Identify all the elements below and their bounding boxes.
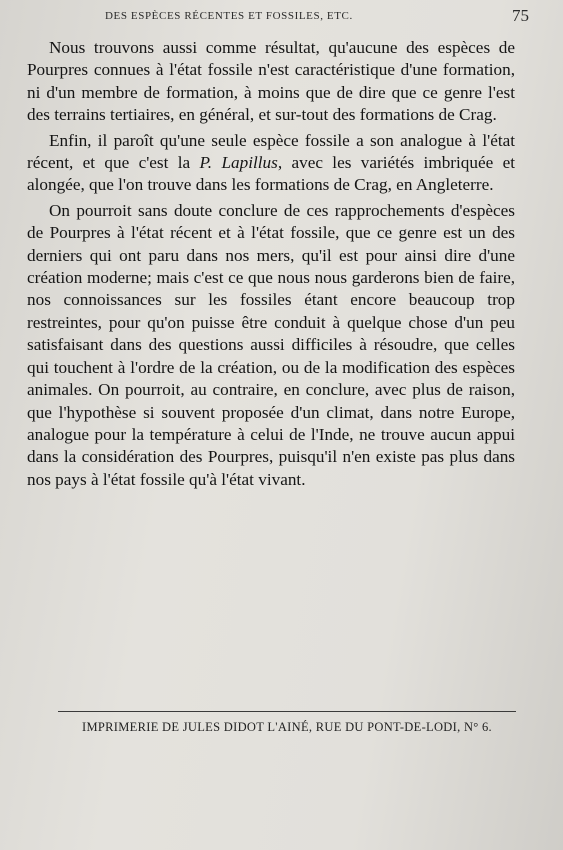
paragraph-3-text: On pourroit sans doute conclure de ces rapprochements d'espèces de Pourpres à l'état récent et à l'état fossile, que ce genre est un des derniers qui ont paru dans nos mers, qu'il est pour ainsi dire d'une création moderne; mais c'est ce que nous nous garderons bien de faire, nos connoissances sur les fossiles étant encore beaucoup trop restreintes, pour qu'on puisse être conduit à quelque chose d'un peu satisfaisant dans des questions aussi difficiles à résoudre, que celles qui touchent à l'ordre de la création, ou de la modification des espèces animales. On pourroit, au contraire, en conclure, avec plus de raison, que l'hypothèse si souvent proposée d'un climat, dans notre Europe, analogue pour la température à celui de l'Inde, ne trouve aucun appui dans la considération des Pourpres, puisqu'il n'en existe pas plus dans nos pays à l'état fossile qu'à l'état vivant.	[27, 200, 515, 489]
running-head-title: DES ESPÈCES RÉCENTES ET FOSSILES, ETC.	[105, 10, 353, 22]
paragraph-3	[27, 200, 515, 491]
running-head	[105, 10, 505, 22]
paragraph-2-text-after: , avec les variétés imbriquée et alongée, que l'on trouve dans les formations de Crag, en Angleterre.	[27, 153, 515, 195]
paragraph-1-text: Nous trouvons aussi comme résultat, qu'aucune des espèces de Pourpres connues à l'état fossile n'est caractéristique d'une formation, ni d'un membre de formation, à moins que de dire que ce genre l'est des terrains tertiaires, en général, et sur-tout des formations de Crag.	[27, 38, 515, 125]
paragraph-1	[27, 37, 515, 127]
paragraph-2-text-before: Enfin, il paroît qu'une seule espèce fossile a son analogue à l'état récent, et que c'est la	[27, 130, 515, 173]
printer-imprint: IMPRIMERIE DE JULES DIDOT L'AINÉ, RUE DU PONT-DE-LODI, N° 6.	[82, 720, 492, 734]
paragraph-2	[27, 130, 515, 197]
page-number: 75	[512, 6, 529, 25]
body-text	[27, 37, 515, 494]
imprint-divider	[58, 711, 516, 712]
species-name-italic: P. Lapillus	[199, 153, 278, 173]
